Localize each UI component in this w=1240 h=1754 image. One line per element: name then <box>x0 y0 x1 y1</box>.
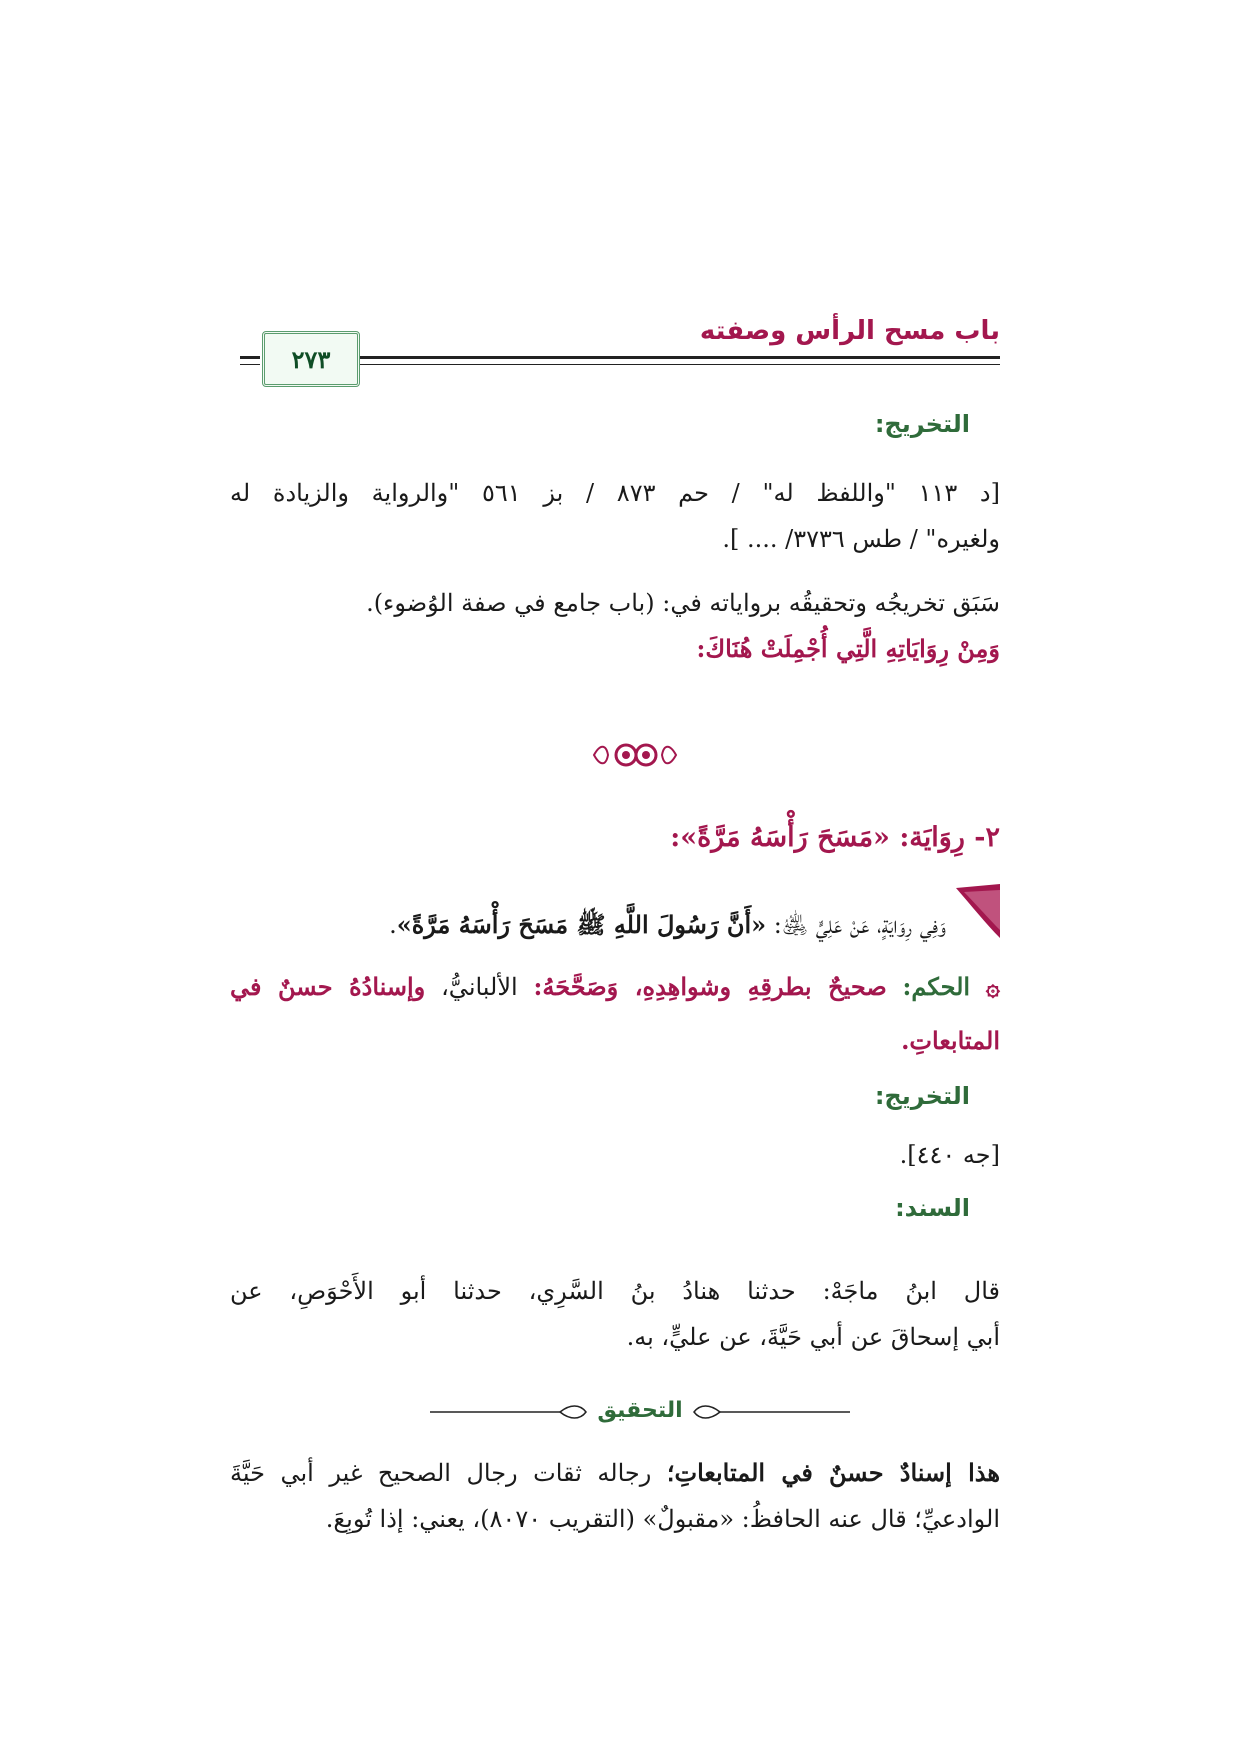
ruling-by: الألبانيُّ، <box>441 973 518 1001</box>
tahqiq-heading: التحقيق <box>597 1398 683 1423</box>
reference-line: سَبَق تخريجُه وتحقيقُه برواياته في: (باب جامع في صفة الوُضوء). <box>366 589 1000 617</box>
page-number: ٢٧٣ <box>291 344 331 374</box>
ruling-note: وإسنادُهُ حسنٌ في <box>230 972 426 1001</box>
section-title: ٢- رِوَايَة: «مَسَحَ رَأْسَهُ مَرَّةً»: <box>670 822 1000 853</box>
tahqiq-divider <box>430 1392 850 1432</box>
tahqiq-explanation: رجاله ثقات رجال الصحيح غير أبي حَيَّةَ <box>230 1459 667 1487</box>
narrations-intro: وَمِنْ رِوَايَاتِهِ الَّتِي أُجْمِلَتْ هُنَاكَ: <box>696 634 1000 663</box>
takhrij-ref-2: [جه ٤٤٠]. <box>899 1141 1000 1169</box>
ruling-value: صحيحٌ بطرقِهِ وشواهِدِهِ، وَصَحَّحَهُ: <box>533 972 887 1001</box>
header-rule-left <box>240 356 260 359</box>
sanad-line-1: قال ابنُ ماجَهْ: حدثنا هنادُ بنُ السَّرِي، حدثنا أبو الأَحْوَصِ، عن <box>230 1277 1000 1305</box>
takhrij-line-1: [د ١١٣ "واللفظ له" / حم ٨٧٣ / بز ٥٦١ "والرواية والزيادة له <box>230 479 1000 507</box>
header-rule-right-thin <box>358 364 1000 365</box>
page-number-frame <box>262 331 360 387</box>
takhrij-line-2: ولغيره" / طس ٣٧٣٦/ .... ]. <box>722 525 1000 553</box>
ruling-label: الحكم: <box>902 972 971 1001</box>
narration <box>230 902 946 948</box>
quote-corner-ornament <box>956 884 1000 938</box>
sanad-heading: السند: <box>895 1194 970 1222</box>
ruling-line-1 <box>230 964 1000 1010</box>
narration-quote: «أَنَّ رَسُولَ اللَّهِ ﷺ مَسَحَ رَأْسَهُ مَرَّةً» <box>396 910 767 939</box>
header-rule-left-thin <box>240 364 260 365</box>
chapter-title: باب مسح الرأس وصفته <box>699 316 1000 346</box>
tahqiq-line-1 <box>230 1450 1000 1496</box>
narration-end: . <box>389 911 397 939</box>
takhrij-heading-2: التخريج: <box>874 1082 970 1110</box>
narration-intro: وَفِي رِوَايَةٍ، عَنْ عَلِيٍّ ﵁: <box>766 911 946 939</box>
tahqiq-verdict: هذا إسنادٌ حسنٌ في المتابعاتِ؛ <box>666 1458 1001 1487</box>
ruling-line-2: المتابعاتِ. <box>901 1026 1000 1055</box>
header-rule-right <box>358 356 1000 359</box>
ruling-bullet-icon: ۞ <box>985 972 1000 1001</box>
flourish-ornament <box>590 738 680 772</box>
tahqiq-line-2: الوادعيِّ؛ قال عنه الحافظُ: «مقبولٌ» (التقريب ٨٠٧٠)، يعني: إذا تُوبِعَ. <box>325 1505 1000 1533</box>
sanad-line-2: أبي إسحاقَ عن أبي حَيَّةَ، عن عليٍّ، به. <box>626 1323 1000 1351</box>
takhrij-heading-1: التخريج: <box>874 410 970 438</box>
